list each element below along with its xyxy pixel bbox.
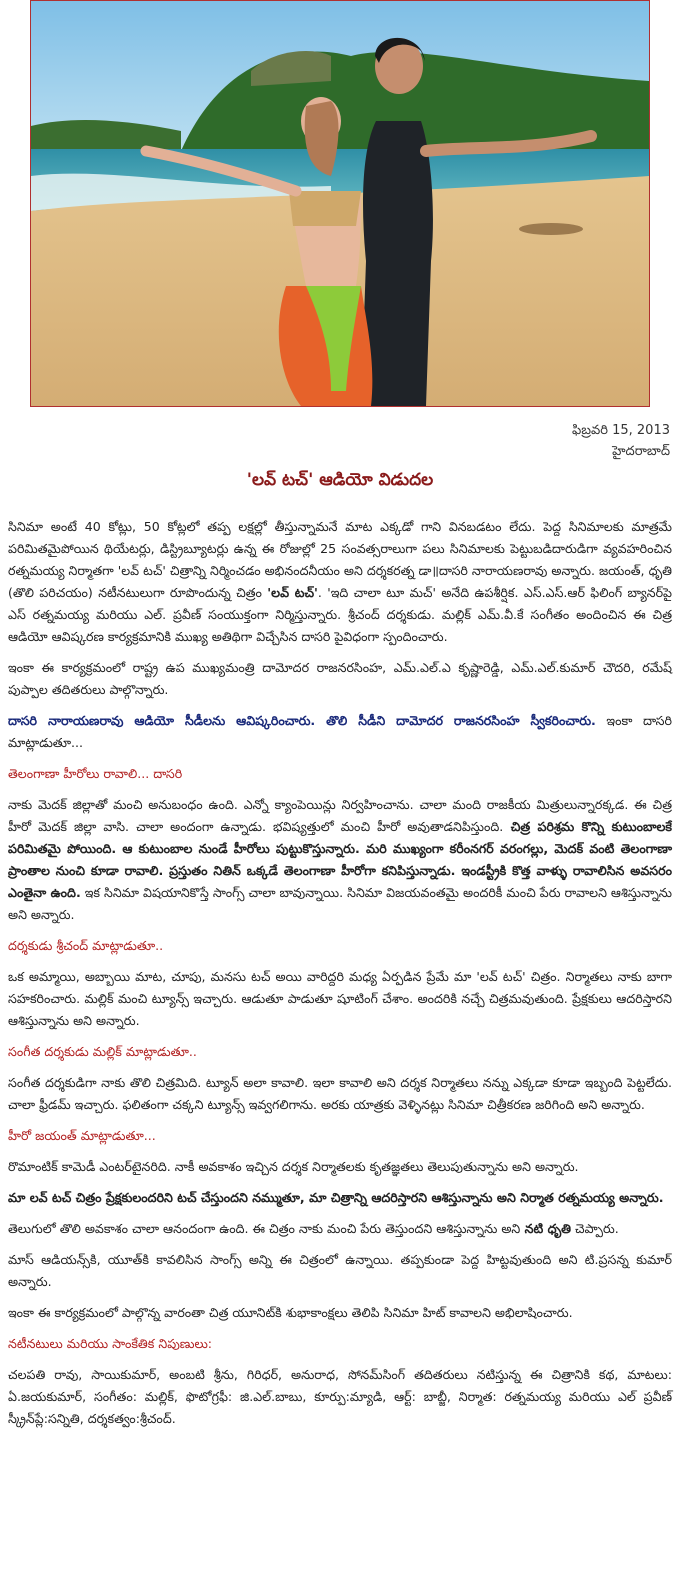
paragraph-dasari-speech: నాకు మెదక్ జిల్లాతో మంచి అనుబంధం ఉంది. ఎన్నో క్యాంపెయిన్లు నిర్వహించాను. చాలా మంది రాజకీయ మిత్రులున్నారక్కడ. ఈ చిత్ర హీరో మెదక్ జిల్లా వాసి. చాలా అందంగా ఉన్నాడు. భవిష్యత్తులో మంచి హీరో అవుతాడనిపిస్తుంది. చిత్ర పరిశ్రమ కొన్ని కుటుంబాలకే పరిమితమై పోయింది. ఆ కుటుంబాల నుండే హీరోలు పుట్టుకొస్తున్నారు. మరి ముఖ్యంగా కరీంనగర్ వరంగల్లు, మెదక్ వంటి తెలంగాణా ప్రాంతాల నుంచి కూడా రావాలి. ప్రస్తుతం నితిన్ ఒక్కడే తెలంగాణా హీరోగా కనిపిస్తున్నాడు. ఇండస్ట్రీకి కొత్త వాళ్ళు రావాలిసిన అవసరం ఎంతైనా ఉంది. ఇక సినిమా విషయానికొస్తే సాంగ్స్ చాలా బావున్నాయి. సినిమా విజయవంతమై అందరికీ మంచి పేరు రావాలని ఆశిస్తున్నాను అని అన్నారు. bbox=[8, 797, 672, 922]
paragraph-director-speech: ఒక అమ్మాయి, అబ్బాయి మాట, చూపు, మనసు టచ్ అయి వారిద్దరి మధ్య ఏర్పడిన ప్రేమే మా 'లవ్ టచ్' చిత్రం. నిర్మాతలు నాకు బాగా సహకరించారు. మల్లిక్ మంచి ట్యూన్స్ ఇచ్చారు. ఆడుతూ పాడుతూ షూటింగ్ చేశాం. అందరికి నచ్చే చిత్రమవుతుంది. ప్రేక్షకులు ఆదరిస్తారని ఆశిస్తున్నాను అని అన్నారు. bbox=[8, 969, 672, 1028]
publish-date: ఫిబ్రవరి 15, 2013 bbox=[572, 423, 670, 438]
subheading-cast-crew: నటీనటులు మరియు సాంకేతిక నిపుణులు: bbox=[8, 1336, 213, 1351]
city-name: హైదరాబాద్ bbox=[612, 444, 670, 459]
paragraph-launch: దాసరి నారాయణరావు ఆడియో సీడీలను ఆవిష్కరించారు. తొలి సీడీని దామోదర రాజనరసింహ స్వీకరించారు. ఇంకా దాసరి మాట్లాడుతూ... bbox=[8, 713, 672, 750]
paragraph-wishes: ఇంకా ఈ కార్యక్రమంలో పాల్గొన్న వారంతా చిత్ర యూనిట్‌కి శుభాకాంక్షలు తెలిపి సినిమా హిట్ కావాలని అభిలాషించారు. bbox=[8, 1305, 573, 1320]
paragraph-hero-speech: రొమాంటిక్ కామెడీ ఎంటర్‌టైనరిది. నాకీ అవకాశం ఇచ్చిన దర్శక నిర్మాతలకు కృతజ్ఞతలు తెలుపుతున్నాను అని అన్నారు. bbox=[8, 1159, 579, 1174]
subheading-dasari: తెలంగాణా హీరోలు రావాలి... దాసరి bbox=[8, 766, 183, 781]
subheading-music-director: సంగీత దర్శకుడు మల్లిక్ మాట్లాడుతూ.. bbox=[8, 1044, 197, 1059]
subheading-hero: హీరో జయంత్ మాట్లాడుతూ... bbox=[8, 1128, 156, 1143]
paragraph-intro: సినిమా అంటే 40 కోట్లు, 50 కోట్లలో తప్ప లక్షల్లో తీస్తున్నామనే మాట ఎక్కడో గాని వినబడటం లేదు. పెద్ద సినిమాలకు మాత్రమే పరిమితమైపోయిన థియేటర్లు, డిస్ట్రిబ్యూటర్లు ఉన్న ఈ రోజుల్లో 25 సంవత్సరాలుగా పలు సినిమాలకు పెట్టుబడిదారుడిగా వ్యవహరించిన రత్నమయ్య నిర్మాతగా 'లవ్ టచ్' చిత్రాన్ని నిర్మించడం అభినందనీయం అని దర్శకరత్న డా॥దాసరి నారాయణరావు అన్నారు. జయంత్, ధృతి (తొలి పరిచయం) నటీనటులుగా రూపొందున్న చిత్రం 'లవ్ టచ్'. 'ఇది చాలా టూ మచ్' అనేది ఉపశీర్షిక. ఎస్.ఎస్.ఆర్ ఫిలింగ్ బ్యానర్‌పై ఎస్ రత్నమయ్య మరియు ఎల్. ప్రవీణ్ సంయుక్తంగా నిర్మిస్తున్నారు. శ్రీచంద్ దర్శకుడు. మల్లిక్ ఎమ్.వీ.కే సంగీతం అందించిన ఈ చిత్ర ఆడియో ఆవిష్కరణ కార్యక్రమానికి ముఖ్య అతిథిగా విచ్చేసిన దాసరి పైవిధంగా స్పందించారు. bbox=[8, 519, 673, 644]
paragraph-cast-crew: చలపతి రావు, సాయికుమార్, అంబటి శ్రీను, గిరిధర్, అనురాధ, సోనమ్‌సింగ్ తదితరులు నటిస్తున్న ఈ చిత్రానికి కథ, మాటలు: ఏ.జయకుమార్, సంగీతం: మల్లిక్, ఫొటోగ్రఫీ: జి.ఎల్.బాబు, కూర్పు:మ్యాడి, ఆర్ట్: బాబ్జీ, నిర్మాత: రత్నమయ్య మరియు ఎల్ ప్రవీణ్ స్క్రీన్‌ప్లే:సన్నితి, దర్శకత్వం:శ్రీచంద్. bbox=[8, 1367, 672, 1426]
paragraph-prasanna-speech: మాస్ ఆడియన్స్‌కి, యూత్‌కి కావలిసిన సాంగ్స్ అన్ని ఈ చిత్రంలో ఉన్నాయి. తప్పకుండా పెద్ద హిట్టవుతుంది అని టి.ప్రసన్న కుమార్ అన్నారు. bbox=[8, 1252, 672, 1289]
paragraph-heroine-speech: తెలుగులో తొలి అవకాశం చాలా ఆనందంగా ఉంది. ఈ చిత్రం నాకు మంచి పేరు తెస్తుందని ఆశిస్తున్నాను అని నటి ధృతి చెప్పారు. bbox=[8, 1221, 619, 1236]
date-location bbox=[572, 420, 670, 462]
movie-still-photo bbox=[30, 0, 650, 407]
paragraph-music-director-speech: సంగీత దర్శకుడిగా నాకు తొలి చిత్రమిది. ట్యూన్ అలా కావాలి. ఇలా కావాలి అని దర్శక నిర్మాతలు నన్ను ఎక్కడా కూడా ఇబ్బంది పెట్టలేదు. చాలా ఫ్రీడమ్ ఇచ్చారు. ఫలితంగా చక్కని ట్యూన్స్ ఇవ్వగలిగాను. అరకు యాత్రకు వెళ్ళినట్లు సినిమా చిత్రీకరణ జరిగింది అని అన్నారు. bbox=[8, 1075, 672, 1112]
paragraph-producer-speech: మా లవ్ టచ్ చిత్రం ప్రేక్షకులందరిని టచ్ చేస్తుందని నమ్ముతూ, మా చిత్రాన్ని ఆదరిస్తారని ఆశిస్తున్నాను అని నిర్మాత రత్నమయ్య అన్నారు. bbox=[8, 1190, 664, 1205]
subheading-director: దర్శకుడు శ్రీచంద్ మాట్లాడుతూ.. bbox=[8, 938, 164, 953]
article-body bbox=[8, 516, 672, 1439]
paragraph-attendees: ఇంకా ఈ కార్యక్రమంలో రాష్ట్ర ఉప ముఖ్యమంత్రి దామోదర రాజనరసింహ, ఎమ్.ఎల్.ఎ కృష్ణారెడ్డి, ఎమ్.ఎల్.కుమార్ చౌదరి, రమేష్ పుప్పాల తదితరులు పాల్గొన్నారు. bbox=[8, 660, 672, 697]
article-headline: 'లవ్ టచ్' ఆడియో విడుదల bbox=[246, 470, 434, 490]
beach-couple-image bbox=[31, 1, 649, 406]
